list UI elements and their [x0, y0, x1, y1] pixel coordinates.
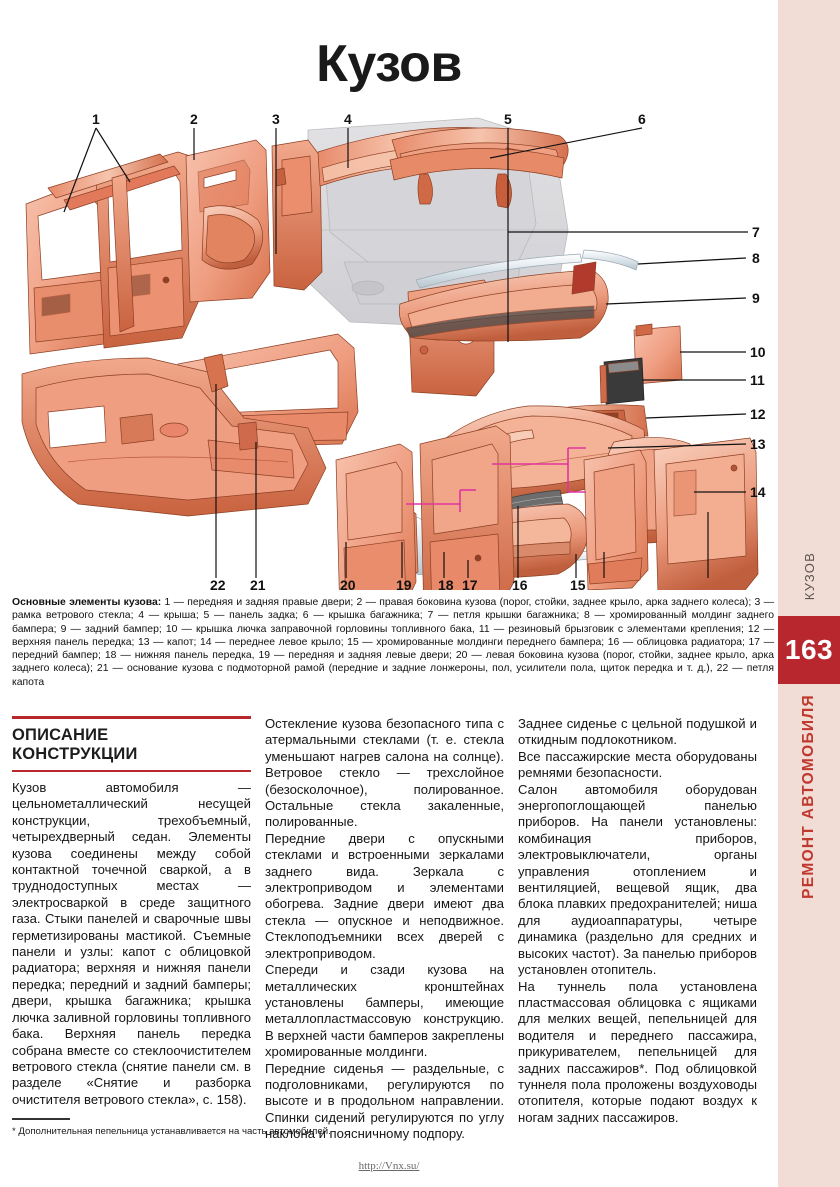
- column-1-text: [12, 780, 251, 1108]
- section-heading-line2: КОНСТРУКЦИИ: [12, 745, 138, 763]
- column-3-text: [518, 716, 757, 1126]
- caption-lead: Основные элементы кузова:: [12, 597, 162, 608]
- svg-text:9: 9: [752, 290, 760, 306]
- svg-text:5: 5: [504, 112, 512, 127]
- svg-text:19: 19: [396, 577, 412, 590]
- section-heading-line1: ОПИСАНИЕ: [12, 726, 109, 744]
- right-sidebar: [778, 0, 840, 1187]
- svg-text:15: 15: [570, 577, 586, 590]
- paragraph: Все пассажирские места оборудованы ремнями безопасности.: [518, 748, 757, 781]
- page-title: Кузов: [316, 35, 462, 93]
- heading-rule-bottom: [12, 770, 251, 772]
- footnote: * Дополнительная пепельница устанавливается на часть автомобилей.: [12, 1126, 331, 1137]
- svg-text:7: 7: [752, 224, 760, 240]
- svg-text:17: 17: [462, 577, 478, 590]
- paragraph: Салон автомобиля оборудован энергопоглощающей панелью приборов. На панели установлены: комбинация приборов, электровыключатели, органы управления отоплением и вентиляцией, вещевой ящик, два блока плавких предохранителей; ниша для аудиоаппаратуры, четыре динамика (раздельно для средних и высоких частот). За панелью приборов установлен отопитель.: [518, 781, 757, 978]
- svg-text:2: 2: [190, 112, 198, 127]
- svg-text:16: 16: [512, 577, 528, 590]
- paragraph: Кузов автомобиля — цельнометаллический несущей конструкции, трехобъемный, четырехдверный седан. Элементы кузова соединены между собой контактной точечной сваркой, а в труднодоступных местах — электросваркой в среде защитного газа. Стыки панелей и сварочные швы герметизированы мастикой. Съемные панели и узлы: капот с облицовкой радиатора; верхняя и нижняя панели передка; передний и задний бамперы; двери, крышка багажника; крышка лючка заливной горловины топливного бака. Верхняя панель передка собрана вместе со стеклоочистителем ветрового стекла (снятие панели см. в разделе «Снятие и разборка очистителя ветрового стекла», с. 158).: [12, 780, 251, 1107]
- page-number-badge: [778, 616, 840, 684]
- column-3: [518, 716, 757, 1126]
- column-1: [12, 716, 251, 1108]
- exploded-view-figure: [8, 112, 774, 590]
- caption-body: 1 — передняя и задняя правые двери; 2 — правая боковина кузова (порог, стойки, заднее крыло, арка заднего колеса); 3 — рамка ветрового стекла; 4 — крыша; 5 — панель задка; 6 — крышка багажника; 7 — петля крышки багажника; 8 — хромированный молдинг заднего бампера; 9 — задний бампер; 10 — крышка лючка заправочной горловины топливного бака, 11 — резиновый брызговик с элементами крепления; 12 — верхняя панель передка; 13 — капот; 14 — переднее левое крыло; 15 — хромированные молдинги переднего бампера; 16 — облицовка радиатора; 17 — передний бампер; 18 — нижняя панель передка, 19 — передняя и задняя левые двери; 20 — левая боковина кузова (порог, стойки, заднее крыло, арка заднего колеса); 21 — основание кузова с подмоторной рамой (передние и задние лонжероны, пол, усилители пола, щиток передка и т. д.), 22 — петля капота: [12, 597, 775, 688]
- footnote-rule: [12, 1118, 70, 1120]
- section-heading: [12, 719, 251, 764]
- svg-text:8: 8: [752, 250, 760, 266]
- chapter-tab-label: КУЗОВ: [801, 551, 817, 601]
- chapter-tab: [778, 536, 840, 616]
- figure-caption: [12, 596, 774, 689]
- svg-text:3: 3: [272, 112, 280, 127]
- column-2: [265, 716, 504, 1143]
- svg-text:10: 10: [750, 344, 766, 360]
- svg-text:22: 22: [210, 577, 226, 590]
- paragraph: Заднее сиденье с цельной подушкой и откидным подлокотником.: [518, 716, 757, 748]
- section-tab-label: РЕМОНТ АВТОМОБИЛЯ: [800, 694, 817, 899]
- page-number: 163: [784, 634, 834, 665]
- paragraph: Остекление кузова безопасного типа с атермальными стеклами (т. е. стекла уменьшают нагрев салона на солнце). Ветровое стекло — трехслойное (безосколочное), полированное. Остальные стекла закаленные, полированные.: [265, 716, 504, 830]
- paragraph: Передние двери с опускными стеклами и встроенными зеркалами заднего вида. Зеркала с электроприводом и элементами обогрева. Задние двери имеют два стекла — опускное и неподвижное. Стеклоподъемники всех дверей с электроприводом.: [265, 830, 504, 961]
- paragraph: Передние сиденья — раздельные, с подголовниками, регулируются по высоте и в продольном направлении. Спинки сидений регулируются по углу наклона и поясничному подпору.: [265, 1060, 504, 1142]
- svg-text:6: 6: [638, 112, 646, 127]
- svg-text:4: 4: [344, 112, 352, 127]
- paragraph: На туннель пола установлена пластмассовая облицовка с ящиками для мелких вещей, пепельницей для водителя и переднего пассажира, прикуривателем, пепельницей для задних пассажиров*. Под облицовкой туннеля пола проложены воздуховоды отопителя, которые подают воздух к ногам задних пассажиров.: [518, 978, 757, 1125]
- source-url[interactable]: http://Vnx.su/: [358, 1160, 420, 1172]
- svg-text:13: 13: [750, 436, 766, 452]
- svg-text:21: 21: [250, 577, 266, 590]
- column-2-text: [265, 716, 504, 1143]
- svg-text:12: 12: [750, 406, 766, 422]
- paragraph: Спереди и сзади кузова на металлических кронштейнах установлены бамперы, имеющие металлопластмассовую конструкцию. В верхней части бамперов закреплены хромированные молдинги.: [265, 962, 504, 1060]
- svg-text:11: 11: [750, 372, 765, 388]
- svg-text:14: 14: [750, 484, 766, 500]
- svg-text:20: 20: [340, 577, 356, 590]
- svg-text:1: 1: [92, 112, 100, 127]
- svg-text:18: 18: [438, 577, 454, 590]
- section-tab: [778, 690, 840, 990]
